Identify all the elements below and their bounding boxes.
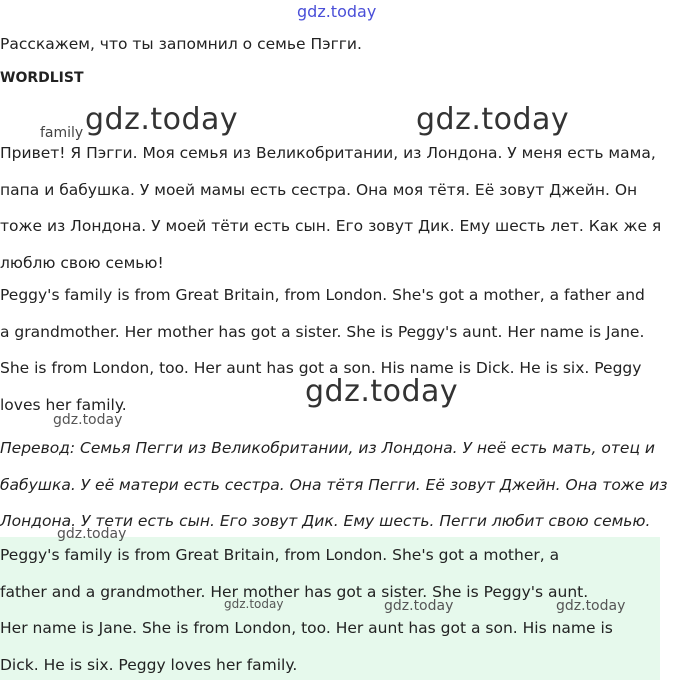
text-line: Her name is Jane. She is from London, too. Her aunt has got a son. His name is [0, 619, 613, 637]
text-line: She is from London, too. Her aunt has got a son. His name is Dick. He is six. Peggy [0, 359, 642, 377]
wordlist-heading: WORDLIST [0, 70, 84, 86]
text-line: Peggy's family is from Great Britain, from London. She's got a mother, a [0, 546, 560, 564]
text-line: папа и бабушка. У моей мамы есть сестра. Она моя тётя. Её зовут Джейн. Он [0, 180, 638, 199]
watermark: gdz.today [224, 597, 284, 611]
text-line: Перевод: Семья Пегги из Великобритании, из Лондона. У неё есть мать, отец и [0, 439, 656, 457]
watermark: gdz.today [556, 598, 626, 614]
russian-paragraph [0, 135, 680, 281]
text-line: loves her family. [0, 395, 127, 414]
watermark: gdz.today [57, 526, 127, 542]
text-line: Peggy's family is from Great Britain, from London. She's got a mother, a father and [0, 286, 645, 304]
translation-paragraph [0, 430, 680, 540]
text-line: Лондона. У тети есть сын. Его зовут Дик. Ему шесть. Пегги любит свою семью. [0, 512, 651, 530]
text-line: Dick. He is six. Peggy loves her family. [0, 655, 298, 674]
text-line: father and a grandmother. Her mother has got a sister. She is Peggy's aunt. [0, 582, 589, 601]
text-line: люблю свою семью! [0, 253, 164, 272]
watermark: gdz.today [384, 598, 454, 614]
text-line: Привет! Я Пэгги. Моя семья из Великобритании, из Лондона. У меня есть мама, [0, 144, 656, 162]
text-line: a grandmother. Her mother has got a sister. She is Peggy's aunt. Her name is Jane. [0, 322, 645, 341]
watermark: gdz.today [85, 102, 239, 137]
top-watermark: gdz.today [297, 2, 377, 21]
watermark: gdz.today [53, 412, 123, 428]
watermark: gdz.today [305, 374, 459, 409]
task-instruction: Расскажем, что ты запомнил о семье Пэгги. [0, 35, 362, 53]
text-line: бабушка. У её матери есть сестра. Она тётя Пегги. Её зовут Джейн. Она тоже из [0, 475, 668, 494]
wordlist-word: family [40, 125, 84, 141]
text-line: тоже из Лондона. У моей тёти есть сын. Его зовут Дик. Ему шесть лет. Как же я [0, 217, 662, 235]
watermark: gdz.today [416, 102, 570, 137]
